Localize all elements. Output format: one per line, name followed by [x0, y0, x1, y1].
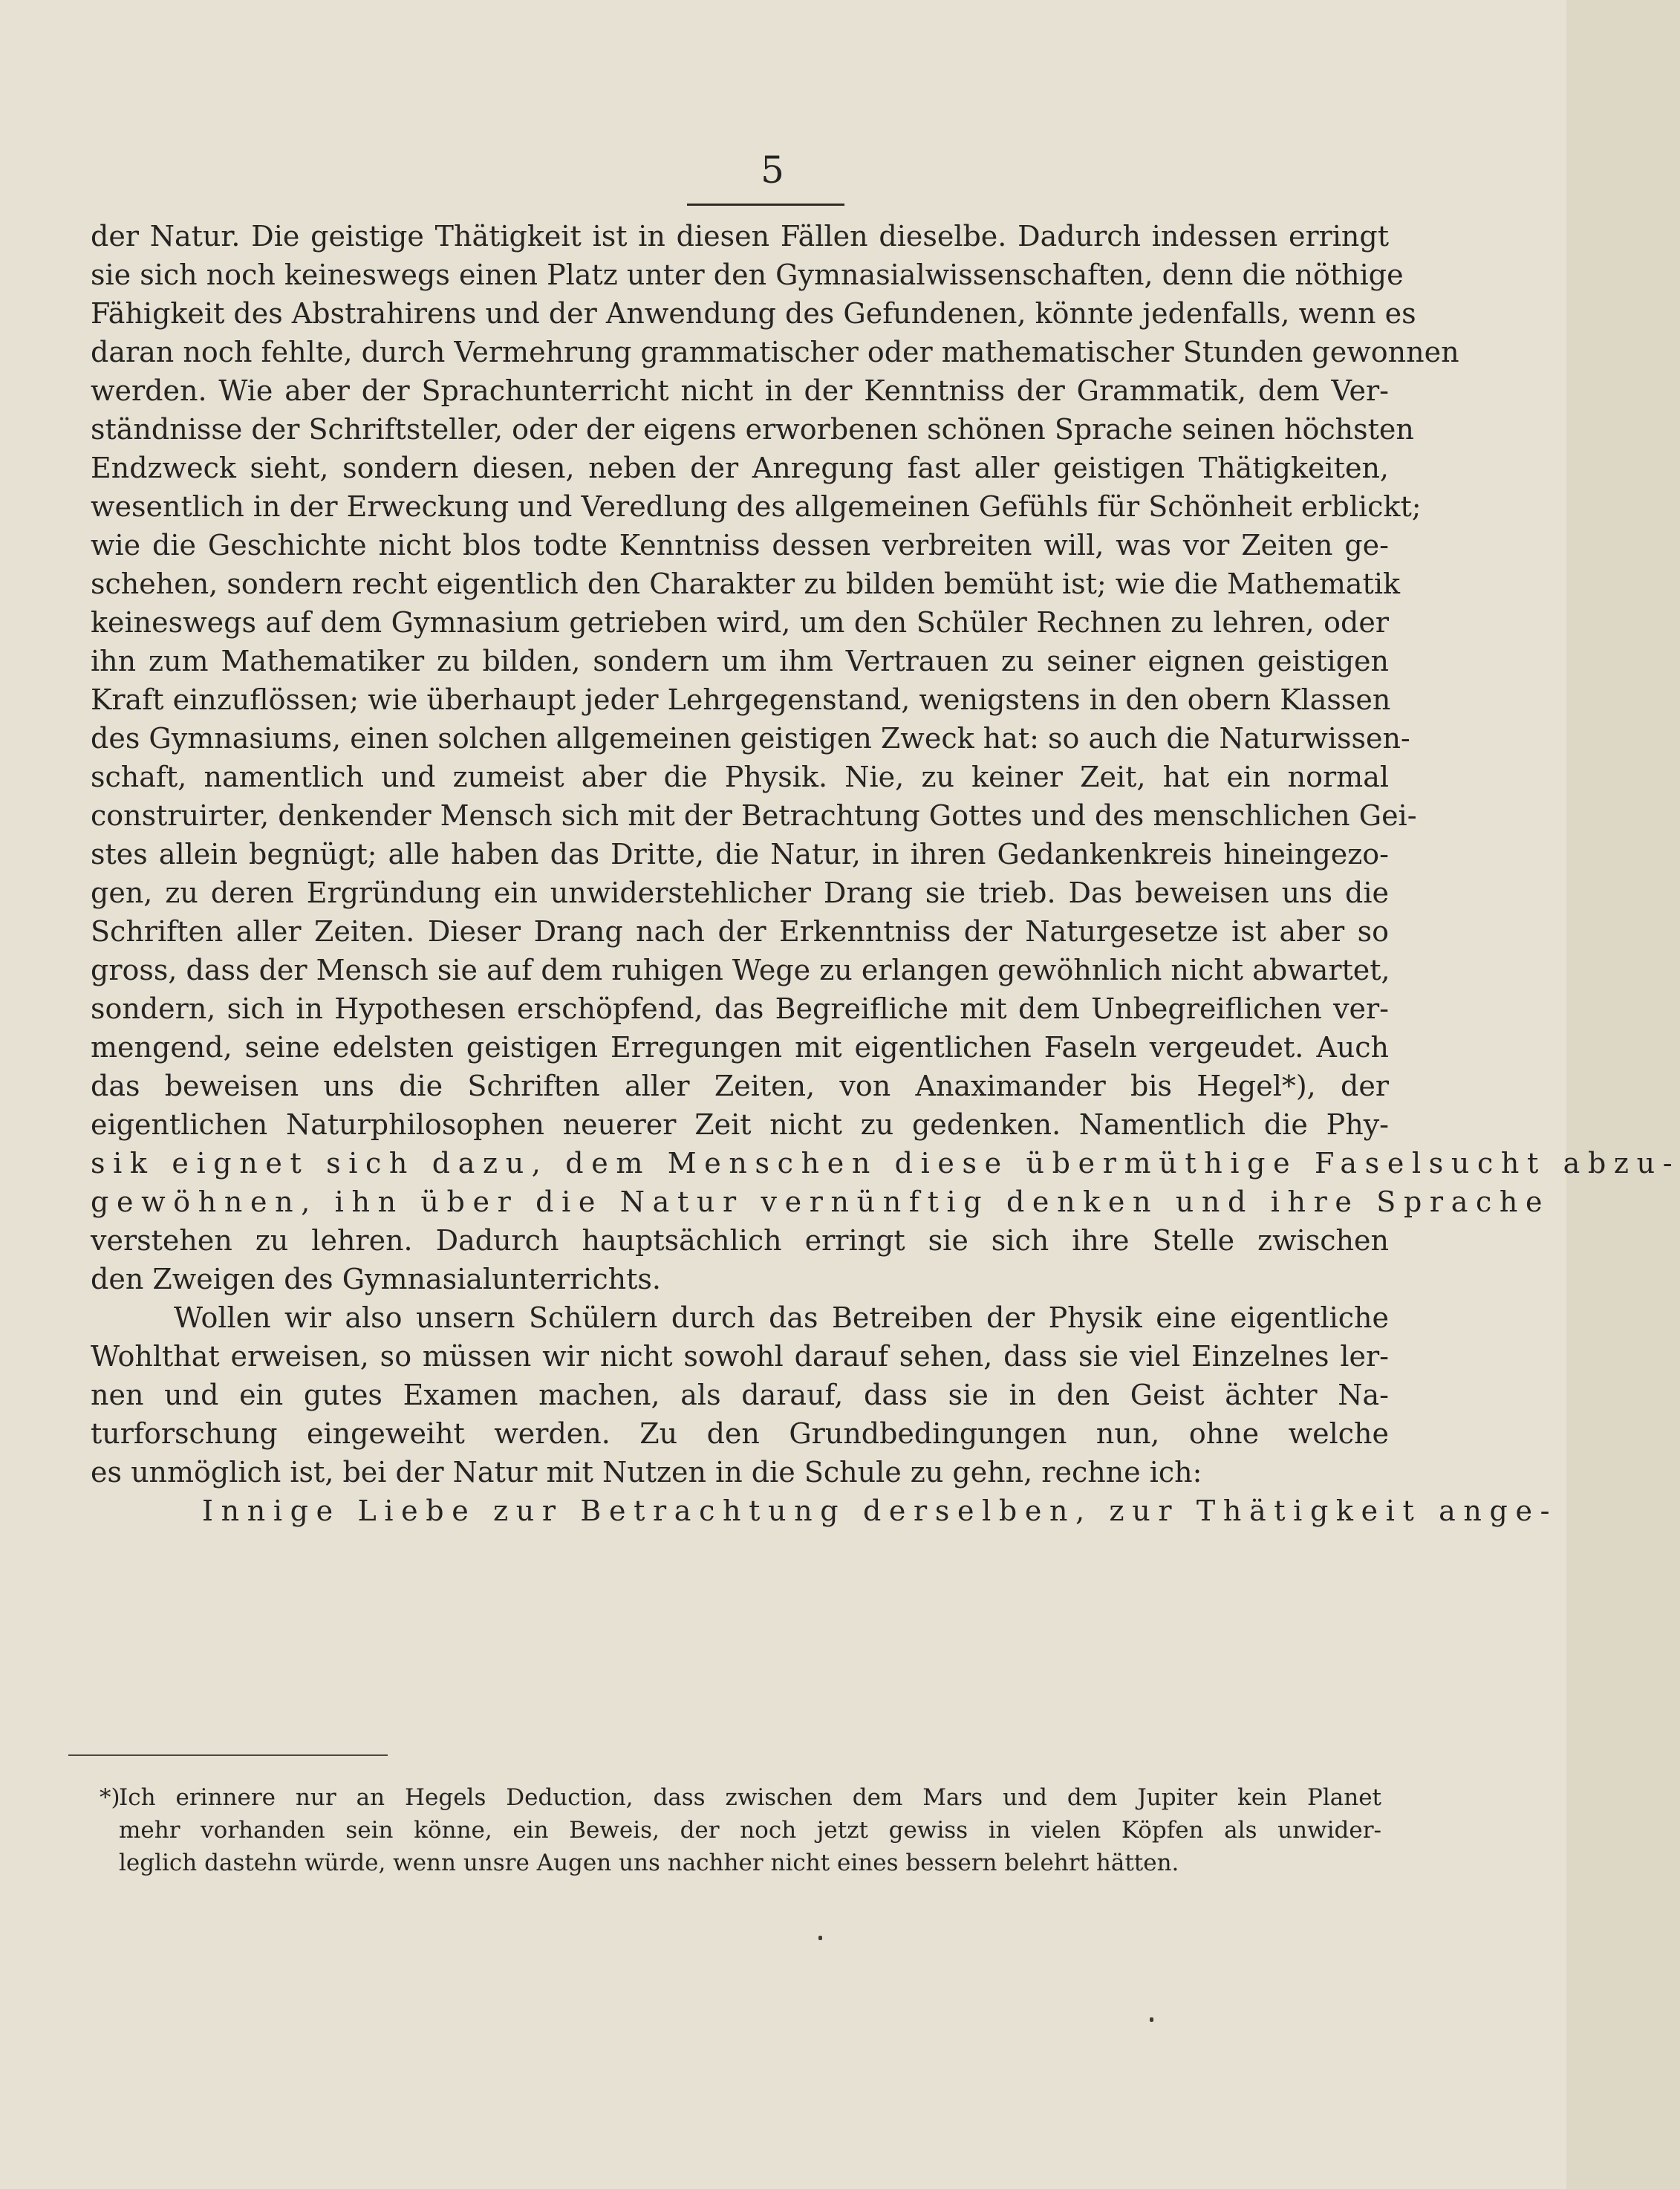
text-line-paragraph-end: es unmöglich ist, bei der Natur mit Nutzen in die Schule zu gehn, rechne ich: — [91, 1456, 1202, 1489]
text-line: sondern, sich in Hypothesen erschöpfend, das Begreifliche mit dem Unbegreiflichen ver- — [91, 992, 1389, 1025]
text-line-paragraph-end: den Zweigen des Gymnasialunterrichts. — [91, 1263, 661, 1295]
footnote — [100, 1781, 1381, 1879]
text-line-paragraph-start: Wollen wir also unsern Schülern durch das Betreiben der Physik eine eigentliche — [174, 1301, 1389, 1334]
body-text — [91, 217, 1680, 1530]
footnote-line: Ich erinnere nur an Hegels Deduction, dass zwischen dem Mars und dem Jupiter kein Planet — [119, 1784, 1381, 1811]
footnote-marker: *) — [100, 1784, 120, 1811]
text-line: eigentlichen Naturphilosophen neuerer Zeit nicht zu gedenken. Namentlich die Phy- — [91, 1108, 1389, 1141]
text-line: keineswegs auf dem Gymnasium getrieben wird, um den Schüler Rechnen zu lehren, oder — [91, 606, 1389, 639]
text-line: gross, dass der Mensch sie auf dem ruhigen Wege zu erlangen gewöhnlich nicht abwartet, — [91, 954, 1390, 986]
text-line: construirter, denkender Mensch sich mit der Betrachtung Gottes und des menschlichen Gei- — [91, 799, 1417, 832]
text-line: ihn zum Mathematiker zu bilden, sondern um ihm Vertrauen zu seiner eignen geistigen — [91, 645, 1389, 677]
ink-speck — [1150, 2017, 1153, 2022]
text-line: daran noch fehlte, durch Vermehrung grammatischer oder mathematischer Stunden gewonnen — [91, 336, 1459, 368]
text-line: des Gymnasiums, einen solchen allgemeinen geistigen Zweck hat: so auch die Naturwissen- — [91, 722, 1410, 755]
text-line: Kraft einzuflössen; wie überhaupt jeder Lehrgegenstand, wenigstens in den obern Klassen — [91, 683, 1391, 716]
text-line: verstehen zu lehren. Dadurch hauptsächlich erringt sie sich ihre Stelle zwischen — [91, 1224, 1389, 1257]
text-line: das beweisen uns die Schriften aller Zeiten, von Anaximander bis Hegel*), der — [91, 1070, 1389, 1102]
footnote-line: leglich dastehn würde, wenn unsre Augen uns nachher nicht eines bessern belehrt hätten. — [119, 1850, 1179, 1876]
text-line: nen und ein gutes Examen machen, als darauf, dass sie in den Geist ächter Na- — [91, 1379, 1389, 1411]
footnote-line: mehr vorhanden sein könne, ein Beweis, der noch jetzt gewiss in vielen Köpfen als unwider- — [119, 1817, 1381, 1844]
page-number: 5 — [761, 149, 784, 192]
text-line: turforschung eingeweiht werden. Zu den Grundbedingungen nun, ohne welche — [91, 1417, 1389, 1450]
text-line-emphasis: gewöhnen, ihn über die Natur vernünftig denken und ihre Sprache — [91, 1185, 1551, 1218]
footnote-rule — [68, 1754, 388, 1756]
text-line: der Natur. Die geistige Thätigkeit ist in diesen Fällen dieselbe. Dadurch indessen erringt — [91, 220, 1389, 253]
text-line: schehen, sondern recht eigentlich den Charakter zu bilden bemüht ist; wie die Mathematik — [91, 567, 1400, 600]
text-line: Fähigkeit des Abstrahirens und der Anwendung des Gefundenen, könnte jedenfalls, wenn es — [91, 297, 1416, 330]
text-line-emphasis: sik eignet sich dazu, dem Menschen diese übermüthige Faselsucht abzu- — [91, 1147, 1680, 1180]
text-line: gen, zu deren Ergründung ein unwiderstehlicher Drang sie trieb. Das beweisen uns die — [91, 876, 1389, 909]
text-line: Endzweck sieht, sondern diesen, neben der Anregung fast aller geistigen Thätigkeiten, — [91, 452, 1389, 484]
text-line: wesentlich in der Erweckung und Veredlung des allgemeinen Gefühls für Schönheit erblickt; — [91, 490, 1422, 523]
text-line: werden. Wie aber der Sprachunterricht nicht in der Kenntniss der Grammatik, dem Ver- — [91, 374, 1389, 407]
text-line: wie die Geschichte nicht blos todte Kenntniss dessen verbreiten will, was vor Zeiten ge- — [91, 529, 1389, 562]
ink-speck — [818, 1936, 822, 1940]
text-line: Wohlthat erweisen, so müssen wir nicht sowohl darauf sehen, dass sie viel Einzelnes ler- — [91, 1340, 1389, 1373]
text-line: mengend, seine edelsten geistigen Erregungen mit eigentlichen Faseln vergeudet. Auch — [91, 1031, 1389, 1064]
text-line: sie sich noch keineswegs einen Platz unter den Gymnasialwissenschaften, denn die nöthige — [91, 258, 1404, 291]
text-line: schaft, namentlich und zumeist aber die Physik. Nie, zu keiner Zeit, hat ein normal — [91, 761, 1389, 793]
text-line: stes allein begnügt; alle haben das Dritte, die Natur, in ihren Gedankenkreis hineingezo- — [91, 838, 1389, 871]
header-rule — [687, 204, 844, 206]
text-line: ständnisse der Schriftsteller, oder der eigens erworbenen schönen Sprache seinen höchsten — [91, 413, 1414, 446]
text-line-emphasis: Innige Liebe zur Betrachtung derselben, zur Thätigkeit ange- — [202, 1494, 1558, 1527]
text-line: Schriften aller Zeiten. Dieser Drang nach der Erkenntniss der Naturgesetze ist aber so — [91, 915, 1389, 948]
